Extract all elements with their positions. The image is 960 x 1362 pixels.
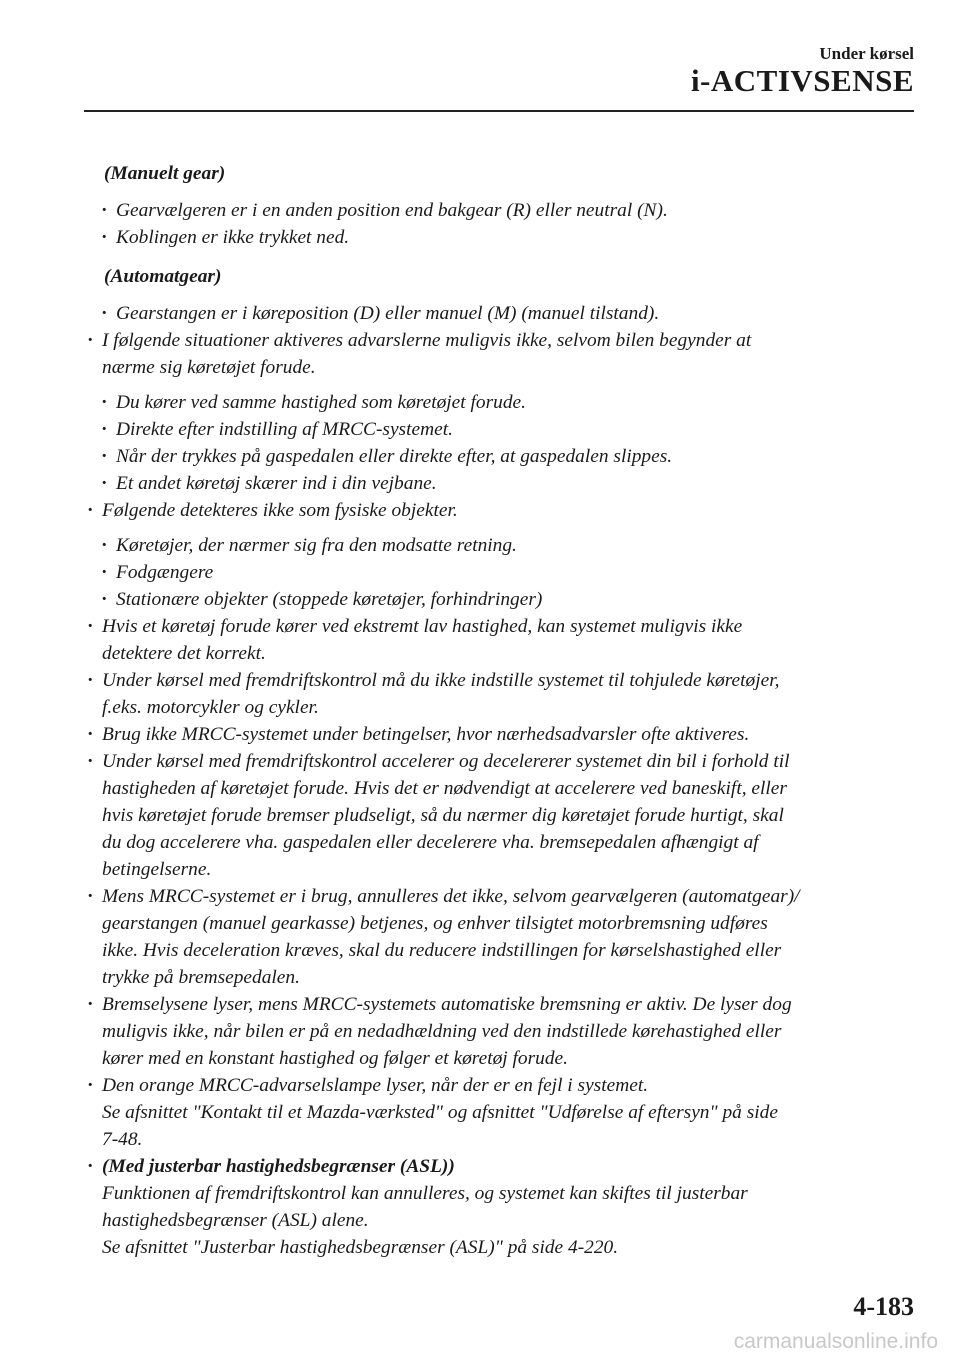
bullet-line: · Brug ikke MRCC-systemet under betingelser, hvor nærhedsadvarsler ofte aktiveres. [102, 724, 750, 745]
bullet-warning-lamp [86, 1072, 918, 1153]
bullet-line: Se afsnittet "Kontakt til et Mazda-værksted" og afsnittet "Udførelse af eftersyn" på side [102, 1102, 778, 1123]
list-item: · Koblingen er ikke trykket ned. [86, 224, 918, 251]
bullet-line: ikke. Hvis deceleration kræves, skal du reducere indstillingen for kørselshastighed eller [102, 940, 782, 961]
bullet-line: · Bremselysene lyser, mens MRCC-systemets automatiske bremsning er aktiv. De lyser dog [102, 994, 792, 1015]
bullet-line: hastigheden af køretøjet forude. Hvis det er nødvendigt at accelerere ved baneskift, eller [102, 778, 787, 799]
bullet-line: · Mens MRCC-systemet er i brug, annulleres det ikke, selvom gearvælgeren (automatgear)/ [102, 886, 800, 907]
watermark: carmanualsonline.info [733, 1330, 938, 1353]
auto-gear-heading: (Automatgear) [104, 266, 222, 287]
page-number: 4-183 [853, 1292, 914, 1321]
bullet-line: muligvis ikke, når bilen er på en nedadhældning ved den indstillede kørehastighed eller [102, 1021, 782, 1042]
bullet-line: · Under kørsel med fremdriftskontrol må du ikke indstille systemet til tohjulede køretøjer, [102, 670, 780, 691]
objects-sublist [86, 532, 918, 613]
page-content [86, 160, 918, 1261]
bullet-line: 7-48. [102, 1129, 143, 1150]
bullet-situations [86, 327, 918, 381]
bullet-line: · I følgende situationer aktiveres advarslerne muligvis ikke, selvom bilen begynder at [102, 330, 752, 351]
bullet-brake-lights [86, 991, 918, 1072]
list-item: · Gearstangen er i køreposition (D) eller manuel (M) (manuel tilstand). [86, 300, 918, 327]
bullet-line: hastighedsbegrænser (ASL) alene. [102, 1210, 369, 1231]
bullet-proximity-warnings [86, 721, 918, 748]
bullet-line: detektere det korrekt. [102, 643, 266, 664]
asl-heading: · (Med justerbar hastighedsbegrænser (ASL)) [102, 1156, 455, 1177]
page-header [691, 44, 914, 98]
bullet-engine-braking [86, 883, 918, 991]
bullet-line: · Under kørsel med fremdriftskontrol accelerer og decelererer systemet din bil i forhold til [102, 751, 790, 772]
list-item: · Køretøjer, der nærmer sig fra den modsatte retning. [86, 532, 918, 559]
bullet-line: · Den orange MRCC-advarselslampe lyser, når der er en fejl i systemet. [102, 1075, 649, 1096]
situations-sublist [86, 389, 918, 497]
bullet-low-speed [86, 613, 918, 667]
manual-gear-heading: (Manuelt gear) [104, 163, 226, 184]
bullet-line: nærme sig køretøjet forude. [102, 357, 316, 378]
bullet-line: du dog accelerere vha. gaspedalen eller decelerere vha. bremsepedalen afhængigt af [102, 832, 759, 853]
list-item: · Når der trykkes på gaspedalen eller direkte efter, at gaspedalen slippes. [86, 443, 918, 470]
bullet-two-wheelers [86, 667, 918, 721]
list-item: · Direkte efter indstilling af MRCC-systemet. [86, 416, 918, 443]
bullet-acceleration [86, 748, 918, 883]
bullet-line: kører med en konstant hastighed og følger et køretøj forude. [102, 1048, 569, 1069]
header-divider [84, 110, 914, 112]
bullet-objects: · Følgende detekteres ikke som fysiske objekter. [86, 497, 918, 524]
list-item: · Et andet køretøj skærer ind i din vejbane. [86, 470, 918, 497]
page-title: i-ACTIVSENSE [690, 63, 914, 98]
bullet-asl [86, 1153, 918, 1261]
section-label: Under kørsel [819, 44, 914, 63]
bullet-line: Se afsnittet "Justerbar hastighedsbegrænser (ASL)" på side 4-220. [102, 1237, 619, 1258]
bullet-line: hvis køretøjet forude bremser pludseligt, så du nærmer dig køretøjet forude hurtigt, skal [102, 805, 784, 826]
list-item: · Gearvælgeren er i en anden position end bakgear (R) eller neutral (N). [86, 197, 918, 224]
list-item: · Du kører ved samme hastighed som køretøjet forude. [86, 389, 918, 416]
bullet-line: gearstangen (manuel gearkasse) betjenes, og enhver tilsigtet motorbremsning udføres [102, 913, 768, 934]
list-item: · Stationære objekter (stoppede køretøjer, forhindringer) [86, 586, 918, 613]
bullet-line: betingelserne. [102, 859, 212, 880]
bullet-line: · Hvis et køretøj forude kører ved ekstremt lav hastighed, kan systemet muligvis ikke [102, 616, 743, 637]
bullet-line: trykke på bremsepedalen. [102, 967, 300, 988]
bullet-line: Funktionen af fremdriftskontrol kan annulleres, og systemet kan skiftes til justerbar [102, 1183, 748, 1204]
bullet-line: f.eks. motorcykler og cykler. [102, 697, 319, 718]
list-item: · Fodgængere [86, 559, 918, 586]
